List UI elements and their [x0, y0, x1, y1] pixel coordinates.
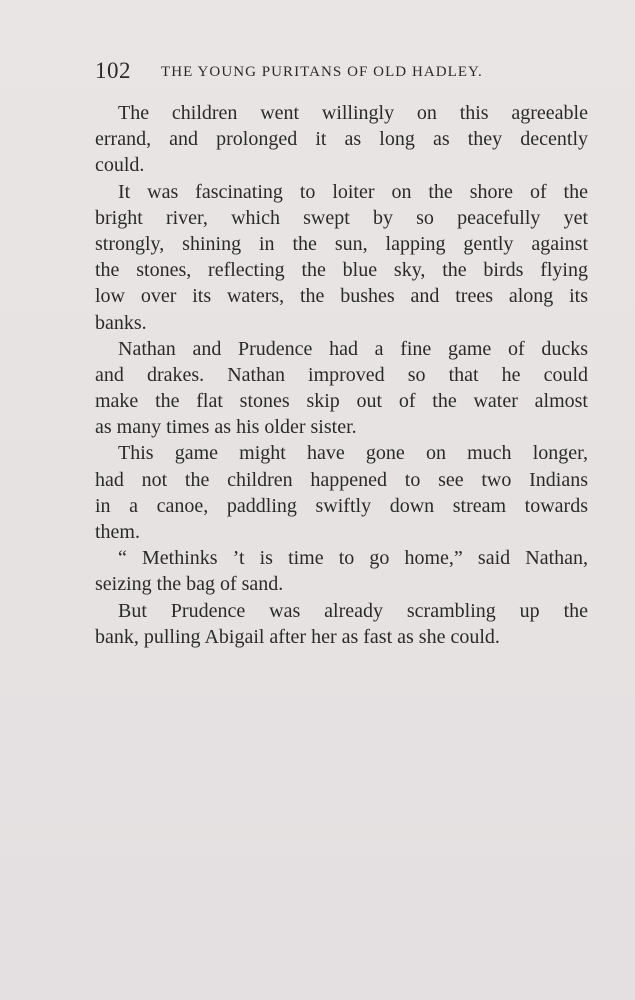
- text-line: bank, pulling Abigail after her as fast as she could.: [95, 625, 500, 648]
- text-line: The children went willingly on this agreeable: [118, 102, 588, 124]
- text-line: But Prudence was already scrambling up the: [118, 599, 588, 622]
- page-header: [95, 58, 535, 88]
- running-head: THE YOUNG PURITANS OF OLD HADLEY.: [161, 64, 483, 80]
- text-line: banks.: [95, 311, 147, 334]
- text-line: in a canoe, paddling swiftly down stream towards: [95, 494, 588, 517]
- text-line: strongly, shining in the sun, lapping gently against: [95, 232, 588, 255]
- text-line: had not the children happened to see two Indians: [95, 468, 588, 491]
- text-line: This game might have gone on much longer,: [118, 442, 588, 465]
- text-line: them.: [95, 521, 140, 543]
- text-line: “ Methinks ’t is time to go home,” said Nathan,: [118, 547, 588, 570]
- page-number: 102: [95, 58, 131, 83]
- text-line: as many times as his older sister.: [95, 416, 357, 439]
- body-text: [95, 100, 588, 650]
- text-line: could.: [95, 154, 145, 177]
- text-line: and drakes. Nathan improved so that he could: [95, 363, 588, 386]
- text-line: bright river, which swept by so peacefully yet: [95, 206, 588, 229]
- text-line: the stones, reflecting the blue sky, the birds flying: [95, 259, 588, 282]
- text-line: Nathan and Prudence had a fine game of ducks: [118, 337, 588, 360]
- text-line: low over its waters, the bushes and trees along its: [95, 285, 588, 308]
- text-line: It was fascinating to loiter on the shore of the: [118, 180, 588, 203]
- text-line: seizing the bag of sand.: [95, 573, 284, 596]
- text-line: make the flat stones skip out of the water almost: [95, 390, 588, 413]
- text-line: errand, and prolonged it as long as they decently: [95, 128, 588, 151]
